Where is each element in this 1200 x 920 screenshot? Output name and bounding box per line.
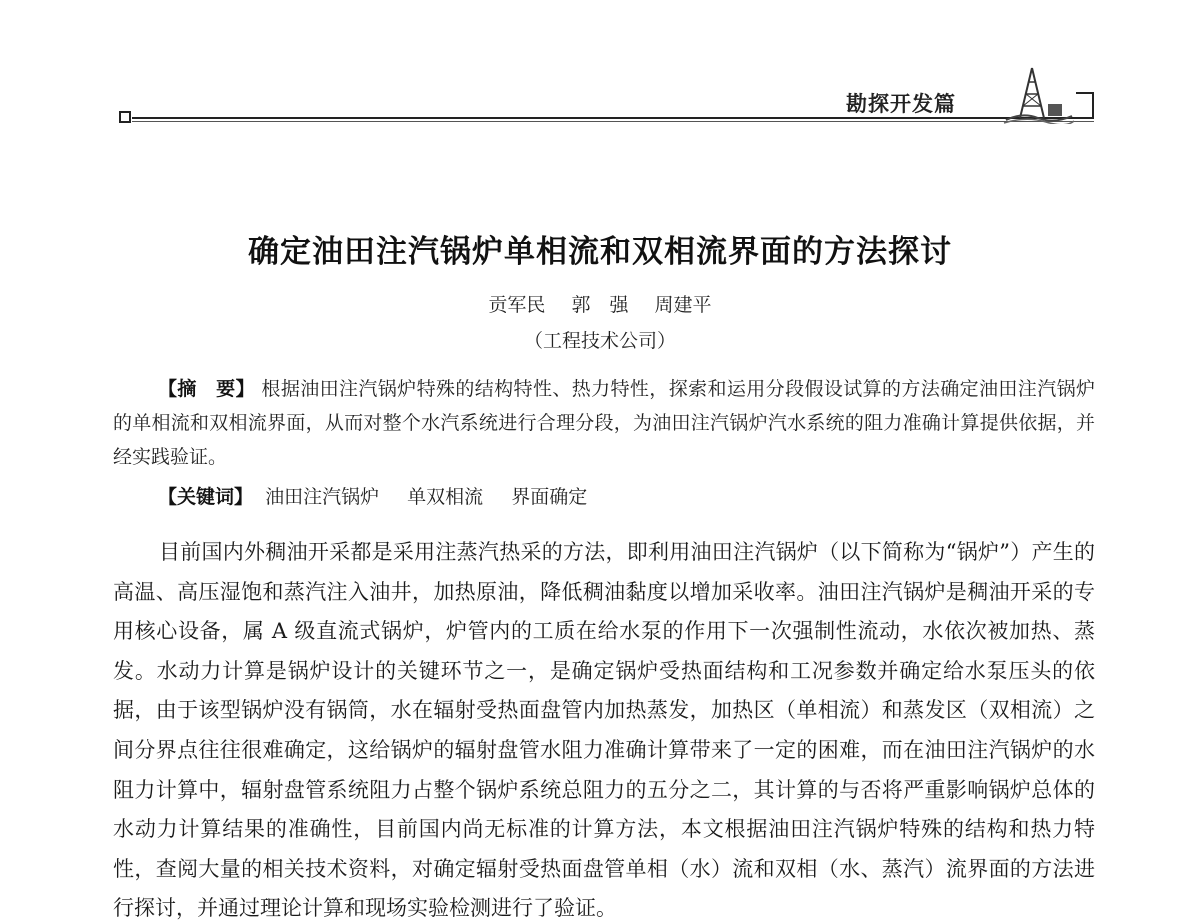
abstract-text: 根据油田注汽锅炉特殊的结构特性、热力特性，探索和运用分段假设试算的方法确定油田注汽锅炉的单相流和双相流界面，从而对整个水汽系统进行合理分段，为油田注汽锅炉汽水系统的阻力准确计算提供依据，并经实践验证。	[113, 378, 1095, 468]
keyword: 油田注汽锅炉	[265, 486, 380, 508]
keywords	[158, 482, 609, 509]
header-bracket-ornament	[1076, 92, 1094, 119]
paper-title: 确定油田注汽锅炉单相流和双相流界面的方法探讨	[248, 234, 952, 270]
body-paragraph: 目前国内外稠油开采都是采用注蒸汽热采的方法，即利用油田注汽锅炉（以下简称为“锅炉”）产生的高温、高压湿饱和蒸汽注入油井，加热原油，降低稠油黏度以增加采收率。油田注汽锅炉是稠油开采的专用核心设备，属 A 级直流式锅炉，炉管内的工质在给水泵的作用下一次强制性流动，水依次被加热、蒸发。水动力计算是锅炉设计的关键环节之一，是确定锅炉受热面结构和工况参数并确定给水泵压头的依据，由于该型锅炉没有锅筒，水在辐射受热面盘管内加热蒸发，加热区（单相流）和蒸发区（双相流）之间分界点往往很难确定，这给锅炉的辐射盘管水阻力准确计算带来了一定的困难，而在油田注汽锅炉的水阻力计算中，辐射盘管系统阻力占整个锅炉系统总阻力的五分之二，其计算的与否将严重影响锅炉总体的水动力计算结果的准确性，目前国内尚无标准的计算方法，本文根据油田注汽锅炉特殊的结构和热力特性，查阅大量的相关技术资料，对确定辐射受热面盘管单相（水）流和双相（水、蒸汽）流界面的方法进行探讨，并通过理论计算和现场实验检测进行了验证。	[113, 540, 1095, 920]
header-rule-thin	[132, 121, 1094, 122]
author-name: 郭 强	[571, 294, 629, 316]
author-affiliation: （工程技术公司）	[523, 330, 676, 352]
keywords-label: 【关键词】	[158, 486, 254, 508]
abstract	[113, 372, 1095, 474]
keyword: 界面确定	[511, 486, 588, 508]
author-name: 贡军民	[488, 294, 546, 316]
author-name: 周建平	[654, 294, 712, 316]
oil-derrick-icon	[1002, 64, 1074, 124]
keyword: 单双相流	[407, 486, 484, 508]
author-list	[0, 290, 1200, 317]
header-box-ornament	[119, 111, 131, 123]
abstract-label: 【摘 要】	[158, 378, 255, 400]
section-label: 勘探开发篇	[846, 92, 956, 116]
